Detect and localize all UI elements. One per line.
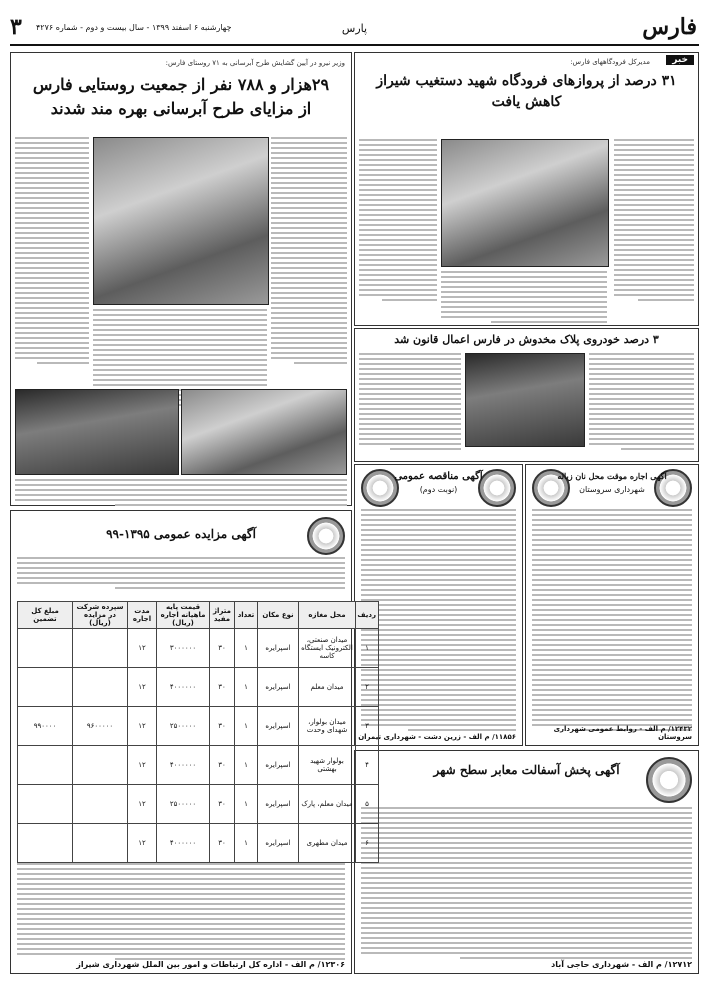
table-cell: میدان بولوار، شهدای وحدت [299, 707, 356, 746]
table-cell: ۱۲ [128, 668, 157, 707]
table-cell: میدان معلم، پارک [299, 785, 356, 824]
auction-ad-intro [17, 557, 345, 592]
asphalt-ad [354, 750, 699, 974]
table-cell [73, 746, 128, 785]
table-cell: اسپرایره [258, 824, 299, 863]
main-story [10, 52, 352, 506]
tender-ad-subtitle: (نوبت دوم) [419, 485, 458, 494]
table-cell: اسپرایره [258, 785, 299, 824]
main-body-bottom [15, 479, 347, 509]
table-cell: میدان مطهری [299, 824, 356, 863]
table-row [18, 707, 379, 746]
asphalt-ad-title: آگهی پخش آسفالت معابر سطح شهر [433, 763, 620, 777]
main-headline-line1: ۲۹هزار و ۷۸۸ نفر از جمعیت روستایی فارس [32, 75, 330, 94]
table-cell [73, 785, 128, 824]
table-cell: ۲۵۰۰۰۰۰ [157, 785, 210, 824]
main-body-left [15, 137, 89, 367]
tender-ad-footer: ۱۱۸۵۶/ م الف - زرین دشت - شهرداری تیمران [358, 733, 516, 741]
table-row [18, 824, 379, 863]
airport-photo [441, 139, 609, 267]
speaker-podium-photo [15, 389, 179, 475]
table-cell: اسپرایره [258, 707, 299, 746]
table-cell: ۳۰ [210, 824, 235, 863]
table-cell: ۴۰۰۰۰۰۰ [157, 668, 210, 707]
table-cell: ۱ [235, 629, 258, 668]
lease-ad-body [532, 509, 692, 734]
table-cell [18, 824, 73, 863]
table-cell: میدان صنعتی، الکترونیک ایستگاه کاسه [299, 629, 356, 668]
col-header: مدت اجاره [128, 602, 157, 629]
page-number: ۳ [10, 14, 22, 40]
table-cell: ۶ [356, 824, 379, 863]
table-cell: ۳۰ [210, 707, 235, 746]
table-cell [18, 668, 73, 707]
col-header: متراژ مفید [210, 602, 235, 629]
second-story [354, 328, 699, 462]
table-cell: ۲۵۰۰۰۰۰ [157, 707, 210, 746]
table-cell: ۱۲ [128, 629, 157, 668]
table-cell [73, 824, 128, 863]
auction-table-header-row [18, 602, 379, 629]
lead-headline-line1: ۳۱ درصد از پروازهای فرودگاه شهید دستغیب شیراز [376, 73, 677, 89]
table-cell: ۳۰۰۰۰۰۰ [157, 629, 210, 668]
lease-ad-subtitle: شهرداری سروستان [579, 485, 645, 494]
table-cell: ۴۰۰۰۰۰۰ [157, 746, 210, 785]
table-cell: ۱۲ [128, 746, 157, 785]
section-tag: خبر [666, 55, 694, 65]
auction-ad-footer: ۱۲۳۰۶/ م الف - اداره کل ارتباطات و امور بین الملل شهرداری شیراز [76, 960, 345, 969]
table-cell: ۳ [356, 707, 379, 746]
lead-body-right [614, 139, 694, 304]
table-cell [73, 668, 128, 707]
table-cell: اسپرایره [258, 746, 299, 785]
table-cell: اسپرایره [258, 668, 299, 707]
table-cell [18, 746, 73, 785]
asphalt-ad-body [361, 807, 692, 962]
auction-ad-terms [17, 863, 345, 963]
dateline: چهارشنبه ۶ اسفند ۱۳۹۹ - سال بیست و دوم - شماره ۴۲۷۶ [36, 23, 232, 32]
main-body-right [271, 137, 347, 367]
table-cell: ۳۰ [210, 785, 235, 824]
table-cell: ۳۰ [210, 668, 235, 707]
auction-ad [10, 510, 376, 974]
table-cell [18, 785, 73, 824]
second-body-left [359, 353, 461, 453]
main-headline-line2: از مزایای طرح آبرسانی بهره مند شدند [50, 99, 312, 118]
table-cell: ۲ [356, 668, 379, 707]
second-body-right [589, 353, 694, 453]
lease-ad-footer: ۱۲۴۳۲/ م الف - روابط عمومی شهرداری سروستان [553, 725, 692, 741]
table-cell: ۱۲ [128, 707, 157, 746]
lead-kicker: مدیرکل فرودگاههای فارس: [570, 58, 650, 66]
table-cell: ۱ [235, 746, 258, 785]
table-cell: ۴ [356, 746, 379, 785]
table-cell: ۱ [235, 785, 258, 824]
col-header: نوع مکان [258, 602, 299, 629]
table-row [18, 668, 379, 707]
section-name: پارس [341, 22, 368, 35]
table-cell: ۹۶۰۰۰۰۰ [73, 707, 128, 746]
table-cell: اسپرایره [258, 629, 299, 668]
table-cell: ۱۲ [128, 824, 157, 863]
minister-ceremony-photo [93, 137, 269, 305]
second-headline: ۳ درصد خودروی پلاک مخدوش در فارس اعمال قانون شد [394, 333, 659, 346]
table-cell: ۴۰۰۰۰۰۰ [157, 824, 210, 863]
masthead [10, 14, 699, 46]
lease-ad [525, 464, 699, 746]
table-cell: ۵ [356, 785, 379, 824]
col-header: ردیف [356, 602, 379, 629]
table-cell: میدان معلم [299, 668, 356, 707]
lead-headline-line2: کاهش یافت [491, 94, 562, 110]
table-cell: ۱ [235, 707, 258, 746]
table-row [18, 629, 379, 668]
traffic-police-photo [465, 353, 585, 447]
table-cell [18, 629, 73, 668]
asphalt-ad-footer: ۱۲۷۱۲/ م الف - شهرداری حاجی آباد [551, 960, 692, 969]
newspaper-logo: فارس [642, 14, 697, 40]
table-cell [73, 629, 128, 668]
table-cell: ۱ [235, 824, 258, 863]
meeting-hall-photo [181, 389, 347, 475]
auction-ad-title: آگهی مزایده عمومی ۱۳۹۵-۹۹ [106, 527, 256, 541]
lead-body-left [359, 139, 437, 304]
table-cell: ۱ [235, 668, 258, 707]
lease-ad-title: آگهی اجاره موقت محل نان زیاله [557, 471, 667, 481]
table-cell: بولوار شهید بهشتی [299, 746, 356, 785]
table-cell: ۳۰ [210, 629, 235, 668]
lead-body-bottom [441, 271, 607, 326]
col-header: تعداد [235, 602, 258, 629]
tender-ad-title: آگهی مناقصه عمومی [394, 471, 483, 482]
col-header: قیمت پایه ماهیانه اجاره (ریال) [157, 602, 210, 629]
tender-ad-body [361, 509, 516, 734]
table-row [18, 785, 379, 824]
col-header: سپرده شرکت در مزایده (ریال) [73, 602, 128, 629]
lead-story [354, 52, 699, 326]
table-cell: ۱۲ [128, 785, 157, 824]
col-header: مبلغ کل تضمین [18, 602, 73, 629]
table-row [18, 746, 379, 785]
table-cell: ۹۹۰۰۰۰ [18, 707, 73, 746]
auction-table [17, 601, 379, 863]
tender-ad [354, 464, 523, 746]
col-header: محل مغازه [299, 602, 356, 629]
table-cell: ۱ [356, 629, 379, 668]
table-cell: ۳۰ [210, 746, 235, 785]
main-kicker: وزیر نیرو در آیین گشایش طرح آبرسانی به ۷۱ روستای فارس: [165, 59, 345, 67]
